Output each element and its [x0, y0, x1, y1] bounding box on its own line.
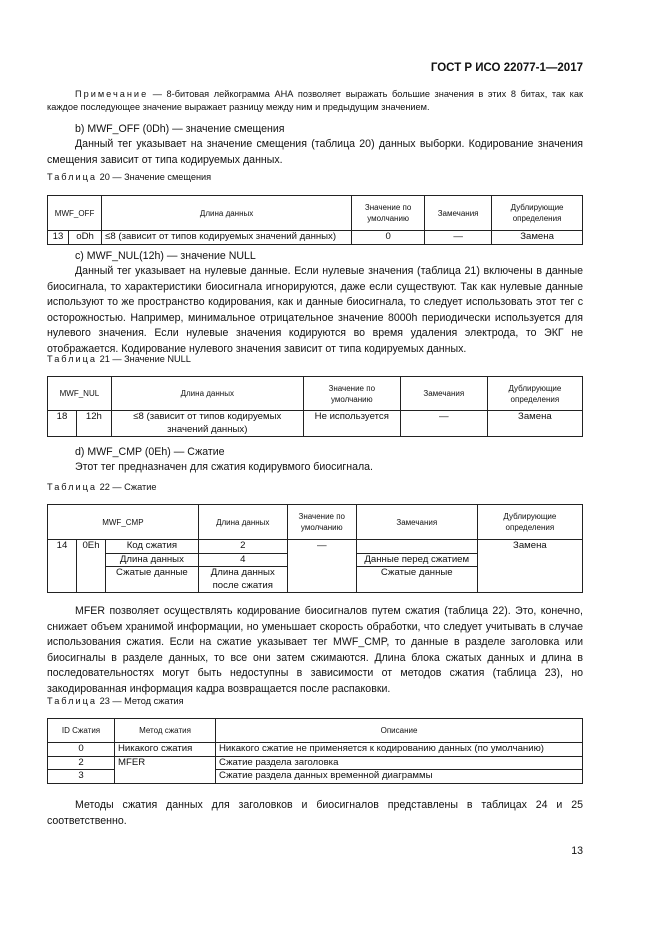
document-header: ГОСТ Р ИСО 22077-1—2017	[430, 62, 583, 74]
table-row	[48, 756, 583, 770]
t21-cell-dup: Замена	[487, 411, 582, 437]
t20-cell-notes: —	[425, 231, 492, 245]
table-23-label: Таблица	[47, 696, 98, 706]
table-20	[47, 195, 583, 245]
t22-sub-note-3: Сжатые данные	[356, 567, 477, 593]
t23-cell-id: 2	[48, 756, 115, 770]
t22-cell-dup: Замена	[477, 540, 582, 593]
t22-sub-note-1	[356, 540, 477, 554]
t21-header-tag: MWF_NUL	[48, 377, 112, 411]
table-22-label: Таблица	[47, 482, 98, 492]
table-row	[48, 743, 583, 757]
t22-header-default: Значение по умолчанию	[287, 505, 356, 540]
t22-header-dup: Дублирующие определения	[477, 505, 582, 540]
t23-cell-desc: Сжатие раздела данных временной диаграммы	[216, 770, 583, 784]
t23-cell-method: Никакого сжатия	[115, 743, 216, 757]
t20-header-dup: Дублирующие определения	[492, 196, 583, 231]
t21-header-dup: Дублирующие определения	[487, 377, 582, 411]
table-23-caption	[47, 696, 184, 706]
section-c-text: Данный тег указывает на нулевые данные. Если нулевые значения (таблица 21) включены в данные биосигнала, то характеристики биосигнала игнорируются, даже если существуют. Так как нулевые данные используют то же пространство кодирования, как и данные биосигнала, то следует использовать этот тег с осторожностью. Например, минимальное отрицательное значение 8000h периодически используется для нулевого значения. Если нулевые значения кодируются во время удаления электрода, то ЭКГ не отображается. Кодирование нулевого значения зависит от типа кодируемых данных.	[47, 265, 583, 355]
t22-sub-name-2: Длина данных	[106, 553, 199, 567]
table-22-caption	[47, 482, 156, 492]
t20-cell-code: 13	[48, 231, 69, 245]
t22-sub-note-2: Данные перед сжатием	[356, 553, 477, 567]
section-d-text: Этот тег предназначен для сжатия кодирувмого биосигнала.	[75, 461, 373, 473]
t21-cell-tag: 12h	[77, 411, 112, 437]
t22-cell-code: 14	[48, 540, 77, 593]
mfer-paragraph: MFER позволяет осуществлять кодирование биосигналов путем сжатия (таблица 22). Это, конечно, снижает объем хранимой информации, но уменьшает скорость обработки, что следует учитывать в случае использования сжатия. Если на сжатие указывает тег MWF_CMP, то данные в разделе заголовка или биосигналы в разделе данных, то все они затем сжимаются. Длина блока сжатых данных и длина в последовательностях могут быть недоступны в зависимости от методов сжатия (таблица 23), но закодированная информация кадра возвращается после распаковки.	[47, 605, 583, 695]
table-22	[47, 504, 583, 593]
t20-cell-dup: Замена	[492, 231, 583, 245]
t22-sub-len-1: 2	[198, 540, 287, 554]
t21-header-notes: Замечания	[400, 377, 487, 411]
t23-cell-method: MFER	[115, 756, 216, 783]
note-paragraph	[47, 88, 583, 113]
t22-cell-default: —	[287, 540, 356, 593]
table-20-title: 20 — Значение смещения	[97, 172, 212, 182]
note-text: — 8-битовая лейкограмма АНА позволяет выражать большие значения в этих 8 битах, так как каждое последующее значение выражает разницу между ним и предыдущим значением.	[47, 89, 583, 112]
t23-header-desc: Описание	[216, 719, 583, 743]
page-number: 13	[571, 845, 583, 857]
t23-header-method: Метод сжатия	[115, 719, 216, 743]
t23-cell-desc: Никакого сжатие не применяется к кодированию данных (по умолчанию)	[216, 743, 583, 757]
table-21-label: Таблица	[47, 354, 98, 364]
t23-cell-id: 0	[48, 743, 115, 757]
t22-sub-name-3: Сжатые данные	[106, 567, 199, 593]
table-23	[47, 718, 583, 784]
t20-cell-default: 0	[352, 231, 425, 245]
t21-cell-length: ≤8 (зависит от типов кодируемых значений данных)	[111, 411, 303, 437]
t22-header-notes: Замечания	[356, 505, 477, 540]
t20-cell-tag: oDh	[69, 231, 102, 245]
t21-cell-code: 18	[48, 411, 77, 437]
table-20-label: Таблица	[47, 172, 98, 182]
table-23-title: 23 — Метод сжатия	[97, 696, 184, 706]
table-21-caption	[47, 354, 191, 364]
t22-header-length: Длина данных	[198, 505, 287, 540]
t22-header-tag: MWF_CMP	[48, 505, 199, 540]
final-paragraph: Методы сжатия данных для заголовков и биосигналов представлены в таблицах 24 и 25 соответственно.	[47, 799, 583, 827]
table-21	[47, 376, 583, 437]
t22-sub-len-2: 4	[198, 553, 287, 567]
table-21-title: 21 — Значение NULL	[97, 354, 191, 364]
section-b-title: b) MWF_OFF (0Dh) — значение смещения	[75, 123, 285, 135]
t20-header-notes: Замечания	[425, 196, 492, 231]
table-22-title: 22 — Сжатие	[97, 482, 157, 492]
t20-header-length: Длина данных	[102, 196, 352, 231]
t23-cell-desc: Сжатие раздела заголовка	[216, 756, 583, 770]
t22-cell-tag: 0Eh	[77, 540, 106, 593]
t23-cell-id: 3	[48, 770, 115, 784]
t21-header-length: Длина данных	[111, 377, 303, 411]
t21-cell-notes: —	[400, 411, 487, 437]
note-label: Примечание	[75, 89, 149, 99]
t20-header-tag: MWF_OFF	[48, 196, 102, 231]
t22-sub-len-3: Длина данных после сжатия	[198, 567, 287, 593]
t23-header-id: ID Сжатия	[48, 719, 115, 743]
t22-sub-name-1: Код сжатия	[106, 540, 199, 554]
section-d-title: d) MWF_CMP (0Eh) — Сжатие	[75, 446, 225, 458]
t21-header-default: Значение по умолчанию	[303, 377, 400, 411]
t20-header-default: Значение по умолчанию	[352, 196, 425, 231]
section-b-text: Данный тег указывает на значение смещения (таблица 20) данных выборки. Кодирование значения смещения зависит от типа кодируемых данных.	[47, 138, 583, 166]
t21-cell-default: Не используется	[303, 411, 400, 437]
table-20-caption	[47, 172, 211, 182]
section-c-title: c) MWF_NUL(12h) — значение NULL	[75, 250, 256, 262]
t20-cell-length: ≤8 (зависит от типов кодируемых значений данных)	[102, 231, 352, 245]
